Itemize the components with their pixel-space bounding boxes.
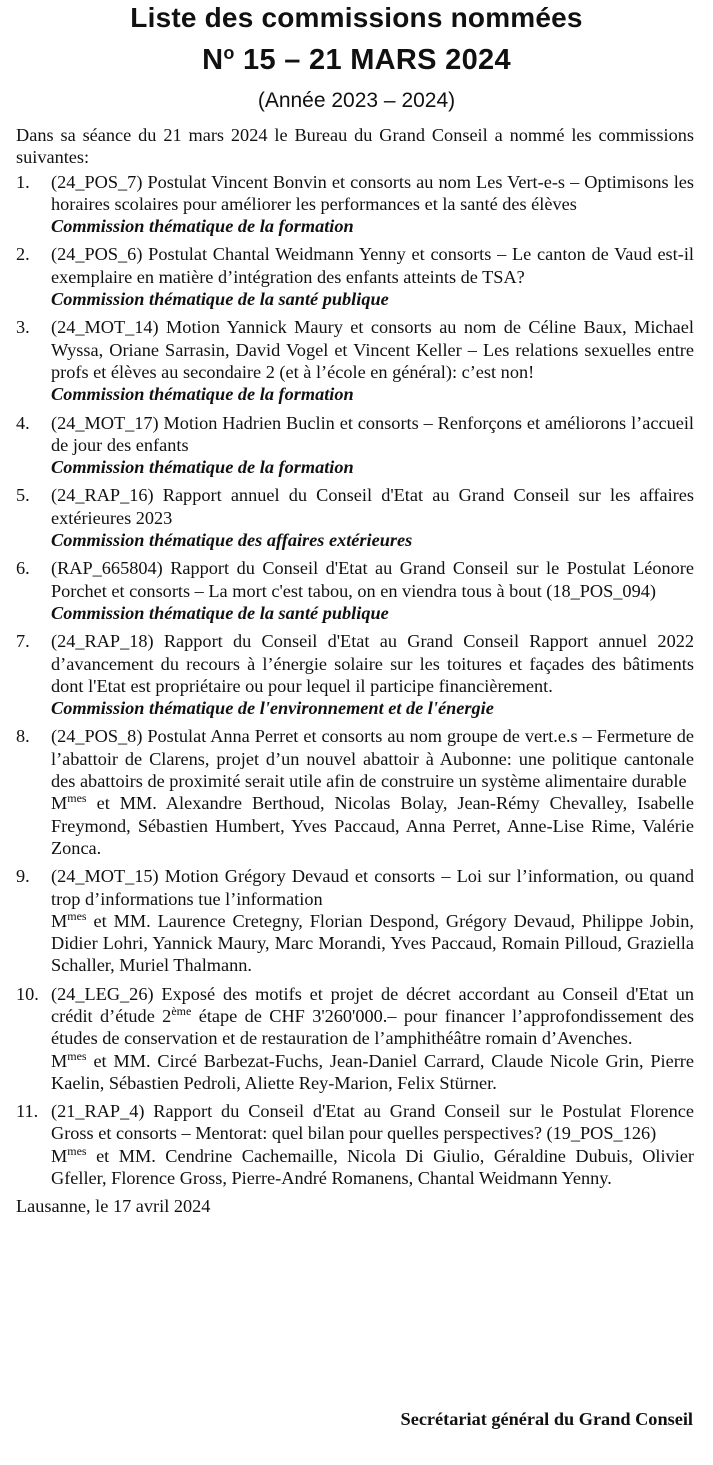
item-number: 4. (16, 412, 30, 433)
members-prefix-sup: mes (67, 1048, 87, 1063)
item-number: 8. (16, 726, 30, 747)
footer-date: Lausanne, le 17 avril 2024 (16, 1196, 211, 1217)
item-commission: Commission thématique de la santé publique (51, 602, 389, 623)
legislature-year: (Année 2023 – 2024) (257, 89, 456, 112)
description-superscript: ème (171, 1003, 192, 1018)
item-number: 10. (16, 983, 39, 1004)
description-part: (24_LEG_26) Exposé des motifs et projet de décret accordant au Conseil d'Etat un crédit d’étude 2 (51, 983, 694, 1026)
item-description: (24_RAP_18) Rapport du Conseil d'Etat au Grand Conseil Rapport annuel 2022 d’avancement du recours à l’énergie solaire sur les toitures et façades des bâtiments dont l'Etat est propriétaire ou pour lequel il participe financièrement. (51, 631, 694, 696)
item-description: (24_POS_8) Postulat Anna Perret et consorts au nom groupe de vert.e.s – Fermeture de l’abattoir de Clarens, projet d’un nouvel abattoir à Aubonne: une politique cantonale des abattoirs de proximité serait utile afin de construire un système alimentaire durable (51, 726, 694, 792)
members-prefix-sup: mes (67, 791, 87, 806)
list-item (16, 171, 694, 238)
members-prefix-m: M (51, 1145, 68, 1166)
item-description: (24_POS_7) Postulat Vincent Bonvin et consorts au nom Les Vert-e-s – Optimisons les horaires scolaires pour améliorer les performances et la santé des élèves (51, 171, 694, 214)
item-number: 6. (16, 558, 30, 579)
description-part: étape de CHF 3'260'000.– pour financer l’approfondissement des études de conservation et de restauration de l’amphithéâtre romain d’Avenches. (51, 1005, 694, 1049)
item-number: 7. (16, 631, 30, 652)
item-number: 2. (16, 244, 30, 265)
item-commission: Commission thématique de la formation (51, 457, 354, 478)
item-number: 11. (16, 1101, 39, 1122)
list-item (16, 484, 694, 551)
commission-list-body (16, 124, 694, 1218)
number-prefix: N (202, 44, 224, 76)
members-prefix-rest: et MM. (86, 1145, 166, 1166)
members-prefix-sup: mes (67, 1143, 87, 1158)
item-description: (24_MOT_15) Motion Grégory Devaud et consorts – Loi sur l’information, ou quand trop d’informations tue l’information (51, 866, 694, 909)
intro-paragraph: Dans sa séance du 21 mars 2024 le Bureau du Grand Conseil a nommé les commissions suivantes: (16, 125, 694, 168)
footer-signature: Secrétariat général du Grand Conseil (400, 1409, 693, 1429)
bulletin-number (0, 44, 713, 77)
list-item (16, 412, 694, 479)
list-item (16, 557, 694, 624)
item-description: (24_RAP_16) Rapport annuel du Conseil d'Etat au Grand Conseil sur les affaires extérieures 2023 (51, 485, 694, 528)
item-commission: Commission thématique de la santé publique (51, 289, 389, 310)
members-prefix-sup: mes (67, 908, 87, 923)
item-commission: Commission thématique de la formation (51, 384, 354, 405)
members-prefix-rest: et MM. (86, 793, 166, 814)
number-superscript: o (223, 43, 235, 64)
members-prefix-rest: et MM. (86, 910, 158, 931)
item-number: 9. (16, 866, 30, 887)
item-description: (24_MOT_17) Motion Hadrien Buclin et consorts – Renforçons et améliorons l’accueil de jour des enfants (51, 412, 694, 455)
item-members (51, 1145, 694, 1190)
item-members (51, 1050, 694, 1095)
members-names: Alexandre Berthoud, Nicolas Bolay, Jean-Rémy Chevalley, Isabelle Freymond, Sébastien Humbert, Yves Paccaud, Anna Perret, Anne-Lise Rime, Valérie Zonca. (51, 793, 694, 858)
list-item (16, 983, 694, 1094)
members-names: Laurence Cretegny, Florian Despond, Grégory Devaud, Philippe Jobin, Didier Lohri, Yannick Maury, Marc Morandi, Yves Paccaud, Romain Pilloud, Graziella Schaller, Muriel Thalmann. (51, 910, 695, 976)
members-names: Cendrine Cachemaille, Nicola Di Giulio, Géraldine Dubuis, Olivier Gfeller, Florence Gross, Pierre-André Romanens, Chantal Weidmann Yenny. (51, 1145, 695, 1189)
item-description: (24_POS_6) Postulat Chantal Weidmann Yenny et consorts – Le canton de Vaud est-il exemplaire en matière d’intégration des enfants atteints de TSA? (51, 244, 694, 287)
item-number: 1. (16, 171, 30, 192)
item-number: 5. (16, 485, 30, 506)
members-prefix-m: M (51, 1050, 68, 1071)
members-prefix-m: M (51, 910, 68, 931)
list-item (16, 865, 694, 976)
item-description: (21_RAP_4) Rapport du Conseil d'Etat au Grand Conseil sur le Postulat Florence Gross et consorts – Mentorat: quel bilan pour quelles perspectives? (19_POS_126) (51, 1101, 694, 1144)
item-number: 3. (16, 317, 30, 338)
item-members (51, 792, 694, 859)
members-names: Circé Barbezat-Fuchs, Jean-Daniel Carrard, Claude Nicole Grin, Pierre Kaelin, Sébastien Pedroli, Aliette Rey-Marion, Felix Stürner. (51, 1050, 695, 1093)
item-commission: Commission thématique de la formation (51, 216, 354, 237)
list-item (16, 725, 694, 859)
item-description (51, 983, 694, 1050)
item-members (51, 910, 694, 977)
number-date: 15 – 21 MARS 2024 (234, 44, 511, 76)
list-item (16, 1100, 694, 1189)
members-prefix-rest: et MM. (86, 1050, 158, 1071)
members-prefix-m: M (51, 793, 68, 814)
list-item (16, 630, 694, 719)
page-title: Liste des commissions nommées (130, 2, 583, 33)
item-commission: Commission thématique de l'environnement et de l'énergie (51, 698, 494, 719)
item-commission: Commission thématique des affaires extérieures (51, 530, 413, 551)
list-item (16, 243, 694, 310)
item-description: (24_MOT_14) Motion Yannick Maury et consorts au nom de Céline Baux, Michael Wyssa, Oriane Sarrasin, David Vogel et Vincent Keller – Les relations sexuelles entre profs et élèves au secondaire 2 (et à l’école en général): c’est non! (51, 317, 694, 382)
list-item (16, 316, 694, 405)
item-description: (RAP_665804) Rapport du Conseil d'Etat au Grand Conseil sur le Postulat Léonore Porchet et consorts – La mort c'est tabou, on en viendra tous à bout (18_POS_094) (51, 558, 694, 601)
